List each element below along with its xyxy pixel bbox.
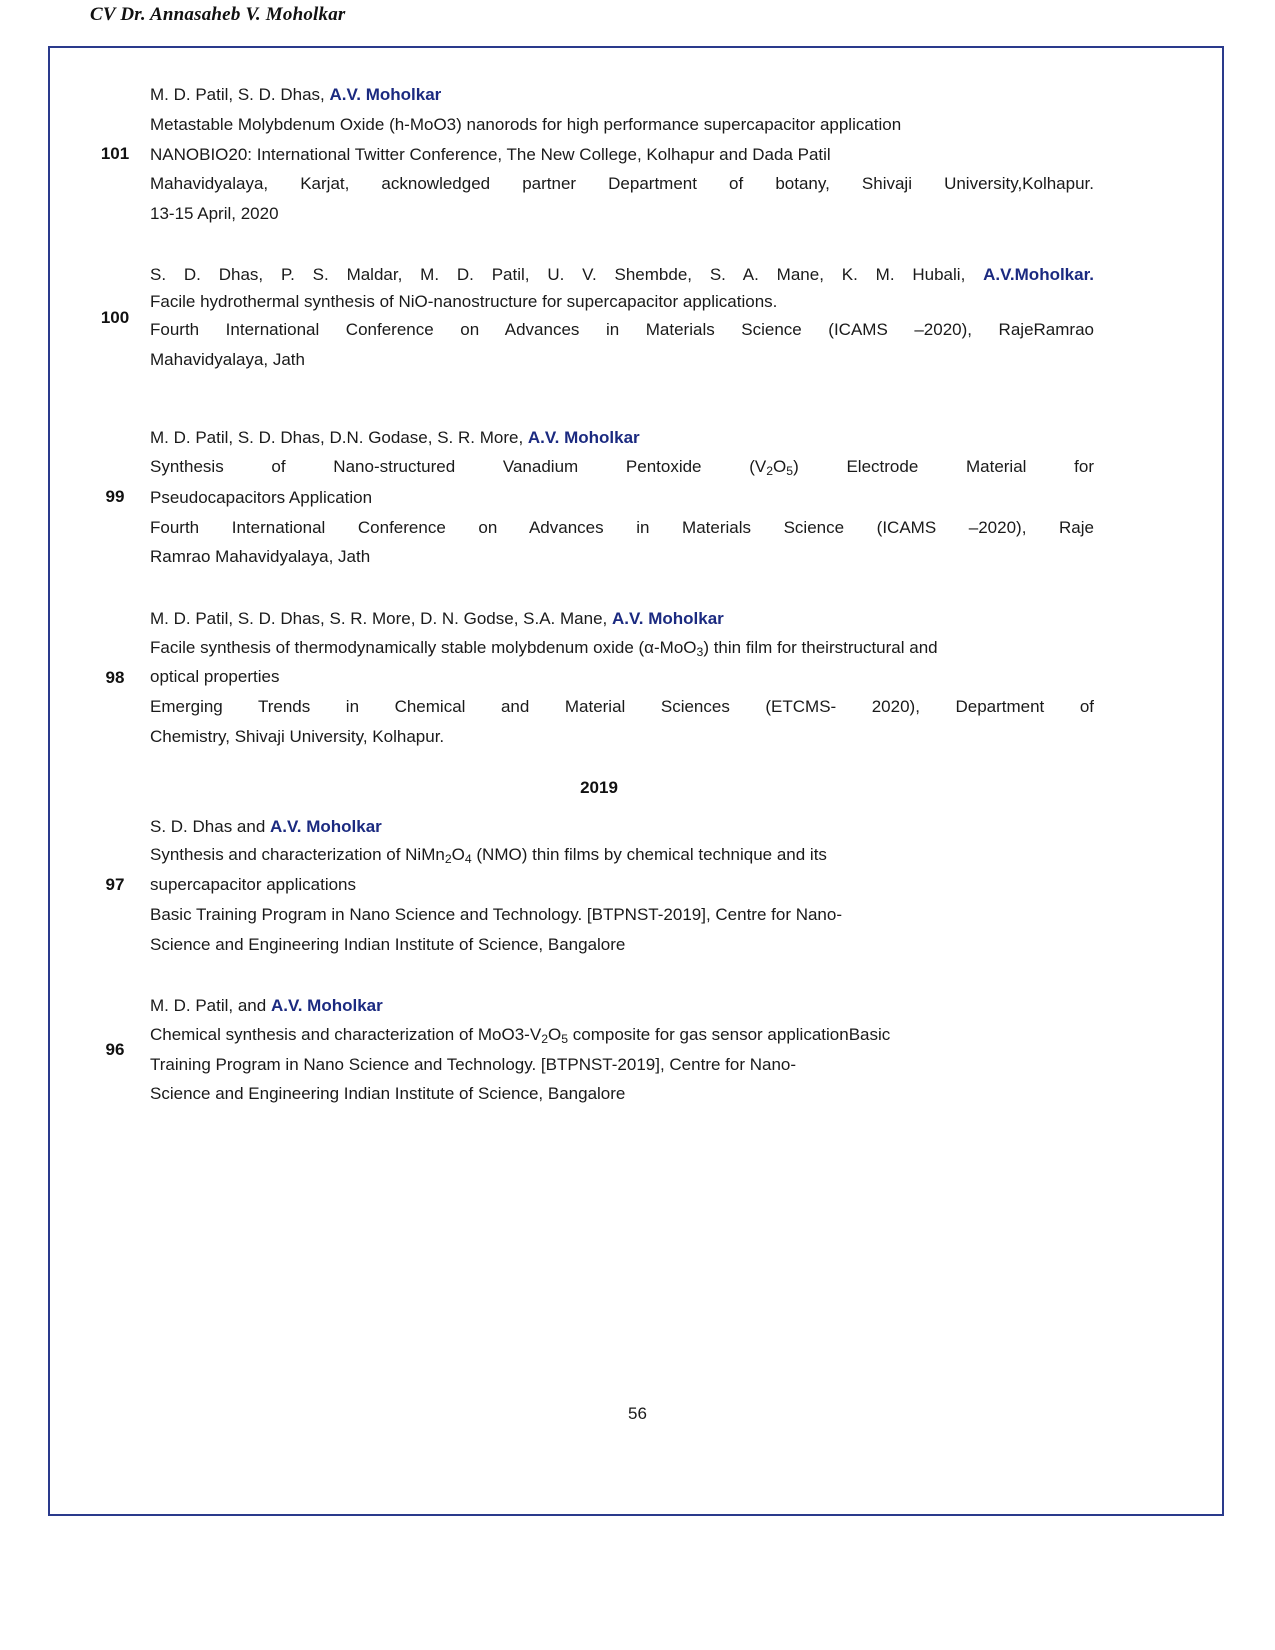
entry-authors	[150, 812, 1094, 842]
title-subscript-2: 5	[561, 1032, 569, 1047]
highlighted-author: A.V. Moholkar	[270, 816, 382, 836]
entry-title: Facile hydrothermal synthesis of NiO-nanostructure for supercapacitor applications.	[150, 291, 778, 311]
title-part-1: Synthesis of Nano-structured Vanadium Pentoxide (V	[150, 457, 767, 477]
entry-venue-line-1: Emerging Trends in Chemical and Material Sciences (ETCMS- 2020), Department of	[150, 697, 1094, 717]
entry-title: Metastable Molybdenum Oxide (h-MoO3) nanorods for high performance supercapacitor application	[150, 114, 902, 134]
entry-number: 99	[105, 487, 125, 507]
entry-venue-line-1: NANOBIO20: International Twitter Conference, The New College, Kolhapur and Dada Patil	[150, 144, 831, 164]
title-subscript-1: 2	[444, 852, 452, 867]
entry-venue-line-2: Mahavidyalaya, Jath	[150, 349, 305, 369]
entry-title	[150, 634, 1094, 663]
entry-venue-line-1: Basic Training Program in Nano Science and Technology. [BTPNST-2019], Centre for Nano-	[150, 904, 843, 924]
title-part-1: Facile synthesis of thermodynamically stable molybdenum oxide (α-MoO	[150, 637, 697, 657]
title-subscript-2: 4	[464, 852, 472, 867]
entry-authors	[150, 991, 1094, 1021]
page-number: 56	[628, 1404, 647, 1423]
entry-number: 100	[100, 307, 130, 327]
entry-venue-line-2: Ramrao Mahavidyalaya, Jath	[150, 547, 371, 567]
entry-venue-line-2: Science and Engineering Indian Institute of Science, Bangalore	[150, 934, 626, 954]
authors-plain: S. D. Dhas and	[150, 816, 271, 836]
title-subscript-1: 2	[766, 464, 774, 479]
list-item	[84, 991, 1094, 1109]
entry-title-line-2: optical properties	[150, 667, 280, 687]
entry-number: 98	[105, 667, 125, 687]
entry-body	[146, 423, 1094, 572]
entry-number: 101	[100, 144, 130, 164]
authors-plain: M. D. Patil, S. D. Dhas, S. R. More, D. N. Godse, S.A. Mane,	[150, 609, 612, 629]
entry-gap	[84, 973, 1094, 991]
title-part-3: (NMO) thin films by chemical technique and its	[471, 845, 827, 865]
entry-title	[150, 841, 1094, 870]
authors-plain: M. D. Patil, S. D. Dhas, D.N. Godase, S. R. More,	[150, 427, 528, 447]
entry-venue-line-1: Training Program in Nano Science and Technology. [BTPNST-2019], Centre for Nano-	[150, 1054, 797, 1074]
entry-number: 97	[105, 875, 125, 895]
entry-authors	[150, 604, 1094, 634]
entry-gap	[84, 389, 1094, 423]
entry-body	[146, 991, 1094, 1109]
list-item	[84, 261, 1094, 375]
title-part-2: O	[548, 1025, 562, 1045]
title-part-3: composite for gas sensor applicationBasic	[568, 1025, 891, 1045]
entry-gap	[84, 243, 1094, 261]
entry-gap	[84, 586, 1094, 604]
entry-authors	[150, 261, 1094, 288]
entry-number: 96	[105, 1040, 125, 1060]
authors-plain: M. D. Patil, S. D. Dhas,	[150, 85, 330, 104]
entry-venue-line-2: Mahavidyalaya, Karjat, acknowledged partner Department of botany, Shivaji University,Kolhapur.	[150, 174, 1094, 194]
highlighted-author: A.V. Moholkar	[611, 609, 724, 629]
year-heading: 2019	[580, 777, 618, 797]
authors-plain: M. D. Patil, and	[150, 996, 271, 1016]
document-running-header: CV Dr. Annasaheb V. Moholkar	[90, 4, 346, 25]
highlighted-author: A.V. Moholkar	[527, 427, 640, 447]
title-part-1: Chemical synthesis and characterization of MoO3-V	[150, 1025, 542, 1045]
entry-venue-line-2: Science and Engineering Indian Institute of Science, Bangalore	[150, 1084, 626, 1104]
entry-venue-line-1: Fourth International Conference on Advances in Materials Science (ICAMS –2020), RajeRamrao	[150, 320, 1094, 340]
entry-title-line-2: Pseudocapacitors Application	[150, 487, 373, 507]
entry-title	[150, 452, 1094, 482]
highlighted-author: A.V.Moholkar.	[983, 264, 1094, 284]
authors-plain: S. D. Dhas, P. S. Maldar, M. D. Patil, U. V. Shembde, S. A. Mane, K. M. Hubali,	[150, 264, 984, 284]
entry-venue-line-1: Fourth International Conference on Advances in Materials Science (ICAMS –2020), Raje	[150, 517, 1094, 537]
entry-authors	[150, 80, 1094, 110]
entry-body	[146, 604, 1094, 752]
highlighted-author: A.V. Moholkar	[329, 85, 442, 104]
title-part-3: ) Electrode Material for	[793, 457, 1094, 477]
entry-venue-line-2: Chemistry, Shivaji University, Kolhapur.	[150, 726, 445, 746]
entry-venue-line-3: 13-15 April, 2020	[150, 204, 279, 223]
title-part-2: ) thin film for theirstructural and	[703, 637, 938, 657]
title-subscript-1: 2	[541, 1032, 548, 1047]
title-subscript-2: 5	[786, 464, 794, 479]
title-subscript-1: 3	[696, 644, 704, 659]
list-item	[84, 604, 1094, 752]
list-item	[84, 423, 1094, 572]
publication-list	[84, 80, 1094, 1123]
title-part-2: O	[451, 845, 465, 865]
highlighted-author: A.V. Moholkar	[270, 996, 383, 1016]
list-item	[84, 80, 1094, 229]
entry-title-line-2: supercapacitor applications	[150, 875, 357, 895]
title-part-2: O	[773, 457, 787, 477]
entry-body	[146, 261, 1094, 375]
entry-authors	[150, 423, 1094, 453]
list-item	[84, 812, 1094, 960]
entry-body	[146, 80, 1094, 229]
entry-body	[146, 812, 1094, 960]
title-part-1: Synthesis and characterization of NiMn	[150, 845, 445, 865]
entry-title	[150, 1021, 1094, 1050]
